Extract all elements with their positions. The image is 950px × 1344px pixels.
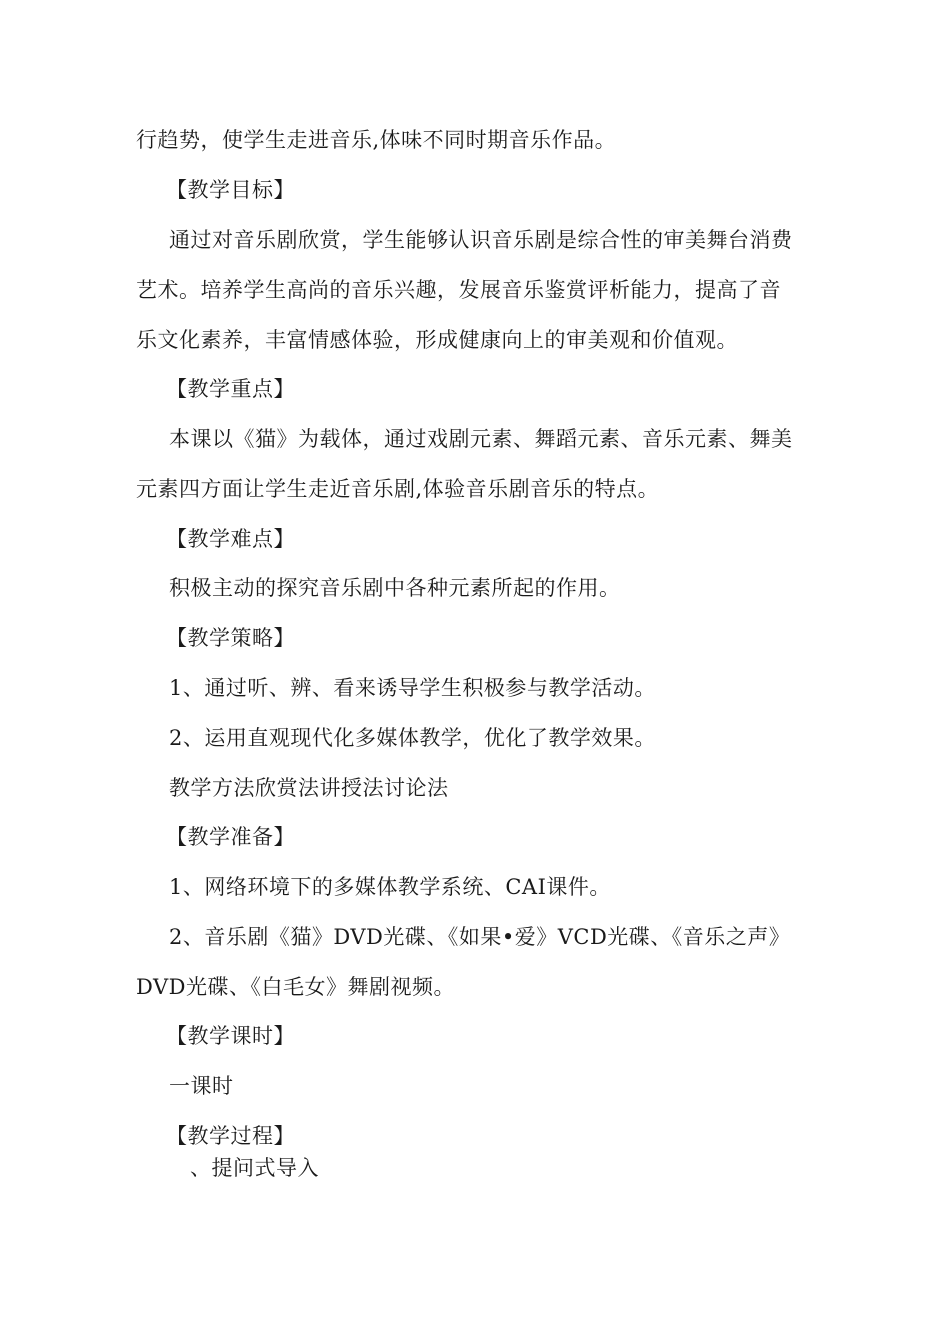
- paragraph-line: 行趋势，使学生走进音乐,体味不同时期音乐作品。: [136, 128, 617, 152]
- paragraph-line: 教学方法欣赏法讲授法讨论法: [169, 776, 449, 800]
- list-item: 2、音乐剧《猫》DVD光碟、《如果•爱》VCD光碟、《音乐之声》: [169, 925, 791, 949]
- section-heading-objectives: 【教学目标】: [166, 178, 295, 202]
- paragraph-line: DVD光碟、《白毛女》舞剧视频。: [136, 975, 455, 999]
- list-item: 2、运用直观现代化多媒体教学，优化了教学效果。: [169, 726, 656, 750]
- paragraph-line: 本课以《猫》为载体，通过戏剧元素、舞蹈元素、音乐元素、舞美: [169, 427, 793, 451]
- paragraph-line: 一课时: [169, 1074, 234, 1098]
- paragraph-line: 艺术。培养学生高尚的音乐兴趣，发展音乐鉴赏评析能力，提高了音: [136, 278, 781, 302]
- section-heading-key-points: 【教学重点】: [166, 377, 295, 401]
- paragraph-line: 元素四方面让学生走近音乐剧,体验音乐剧音乐的特点。: [136, 477, 660, 501]
- list-item: 1、网络环境下的多媒体教学系统、CAI课件。: [169, 875, 611, 899]
- section-heading-difficulties: 【教学难点】: [166, 527, 295, 551]
- list-item: 、提问式导入: [190, 1156, 319, 1180]
- paragraph-line: 积极主动的探究音乐剧中各种元素所起的作用。: [169, 576, 621, 600]
- list-item: 1、通过听、辨、看来诱导学生积极参与教学活动。: [169, 676, 656, 700]
- section-heading-process: 【教学过程】: [166, 1124, 295, 1148]
- section-heading-class-hours: 【教学课时】: [166, 1024, 295, 1048]
- section-heading-preparation: 【教学准备】: [166, 825, 295, 849]
- paragraph-line: 通过对音乐剧欣赏，学生能够认识音乐剧是综合性的审美舞台消费: [169, 228, 793, 252]
- section-heading-strategy: 【教学策略】: [166, 626, 295, 650]
- paragraph-line: 乐文化素养，丰富情感体验，形成健康向上的审美观和价值观。: [136, 328, 738, 352]
